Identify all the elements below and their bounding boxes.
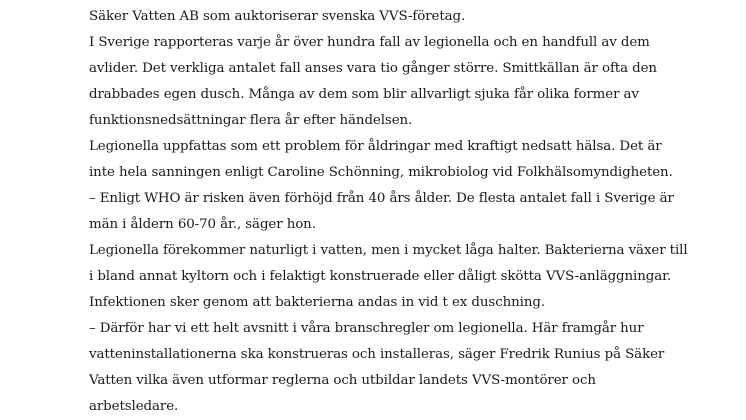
text-line-8: – Enligt WHO är risken även förhöjd från 40 års ålder. De flesta antalet fall i Sverige är — [89, 191, 674, 206]
text-line-2: I Sverige rapporteras varje år över hundra fall av legionella och en handfull av dem — [89, 35, 650, 50]
text-line-11: i bland annat kyltorn och i felaktigt konstruerade eller dåligt skötta VVS-anläggningar. — [89, 269, 672, 284]
text-line-4: drabbades egen dusch. Många av dem som blir allvarligt sjuka får olika former av — [89, 87, 639, 102]
text-line-7: inte hela sanningen enligt Caroline Schönning, mikrobiolog vid Folkhälsomyndigheten. — [89, 165, 673, 180]
document-body — [89, 0, 739, 420]
text-line-14: vatteninstallationerna ska konstrueras och installeras, säger Fredrik Runius på Säker — [89, 347, 665, 362]
text-line-3: avlider. Det verkliga antalet fall anses vara tio gånger större. Smittkällan är ofta den — [89, 61, 657, 76]
text-line-15: Vatten vilka även utformar reglerna och utbildar landets VVS-montörer och — [89, 373, 596, 388]
text-line-12: Infektionen sker genom att bakterierna andas in vid t ex duschning. — [89, 295, 545, 310]
text-line-13: – Därför har vi ett helt avsnitt i våra branschregler om legionella. Här framgår hur — [89, 321, 644, 336]
text-line-1: Säker Vatten AB som auktoriserar svenska VVS-företag. — [89, 9, 466, 24]
text-line-10: Legionella förekommer naturligt i vatten, men i mycket låga halter. Bakterierna växer till — [89, 243, 688, 258]
text-line-5: funktionsnedsättningar flera år efter händelsen. — [89, 113, 413, 128]
text-line-16: arbetsledare. — [89, 399, 179, 414]
text-line-6: Legionella uppfattas som ett problem för åldringar med kraftigt nedsatt hälsa. Det är — [89, 139, 662, 154]
text-line-9: män i åldern 60-70 år., säger hon. — [89, 217, 316, 232]
